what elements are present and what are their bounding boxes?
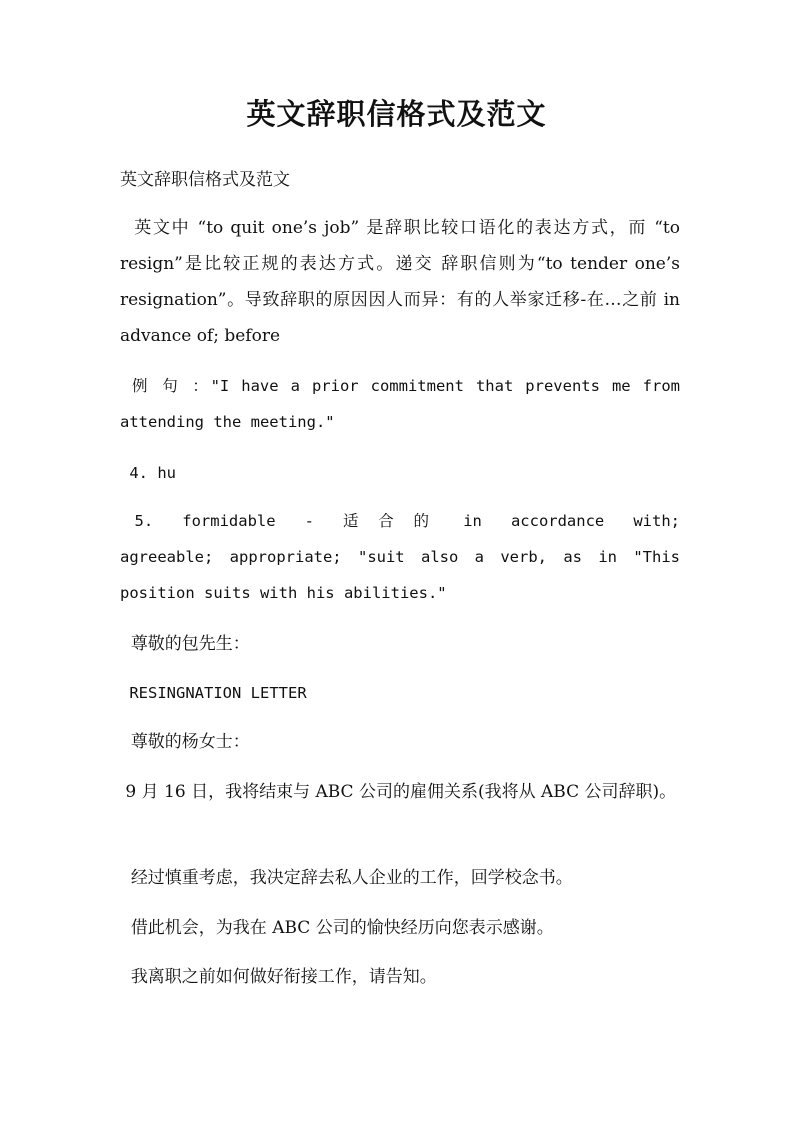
item-5-paragraph: 5. formidable - 适 合 的 in accordance with; agreeable; appropriate; "suit also a verb, as in "This position suits with his abilities." [120,512,699,602]
subtitle-paragraph: 英文辞职信格式及范文 [120,170,290,190]
letter-paragraph-1: 9 月 16 日，我将结束与 ABC 公司的雇佣关系(我将从 ABC 公司辞职)。 [120,782,677,802]
salutation-bao: 尊敬的包先生： [120,634,250,654]
document-title: 英文辞职信格式及范文 [246,97,547,131]
example-paragraph: 例 句 ："I have a prior commitment that prevents me from attending the meeting." [120,377,690,431]
letter-paragraph-3: 借此机会，为我在 ABC 公司的愉快经历向您表示感谢。 [120,918,554,938]
resignation-letter-heading: RESINGNATION LETTER [120,684,307,702]
salutation-yang: 尊敬的杨女士： [120,732,250,752]
item-4-paragraph: 4. hu [120,464,177,482]
letter-paragraph-4: 我离职之前如何做好衔接工作，请告知。 [120,967,437,987]
letter-paragraph-2: 经过慎重考虑，我决定辞去私人企业的工作，回学校念书。 [120,868,573,888]
intro-paragraph: 英文中 “to quit one’s job” 是辞职比较口语化的表达方式，而 “to resign”是比较正规的表达方式。递交 辞职信则为“to tender one’s resignation”。导致辞职的原因因人而异：有的人举家迁移-在…之前 in advance of; before [120,218,686,346]
